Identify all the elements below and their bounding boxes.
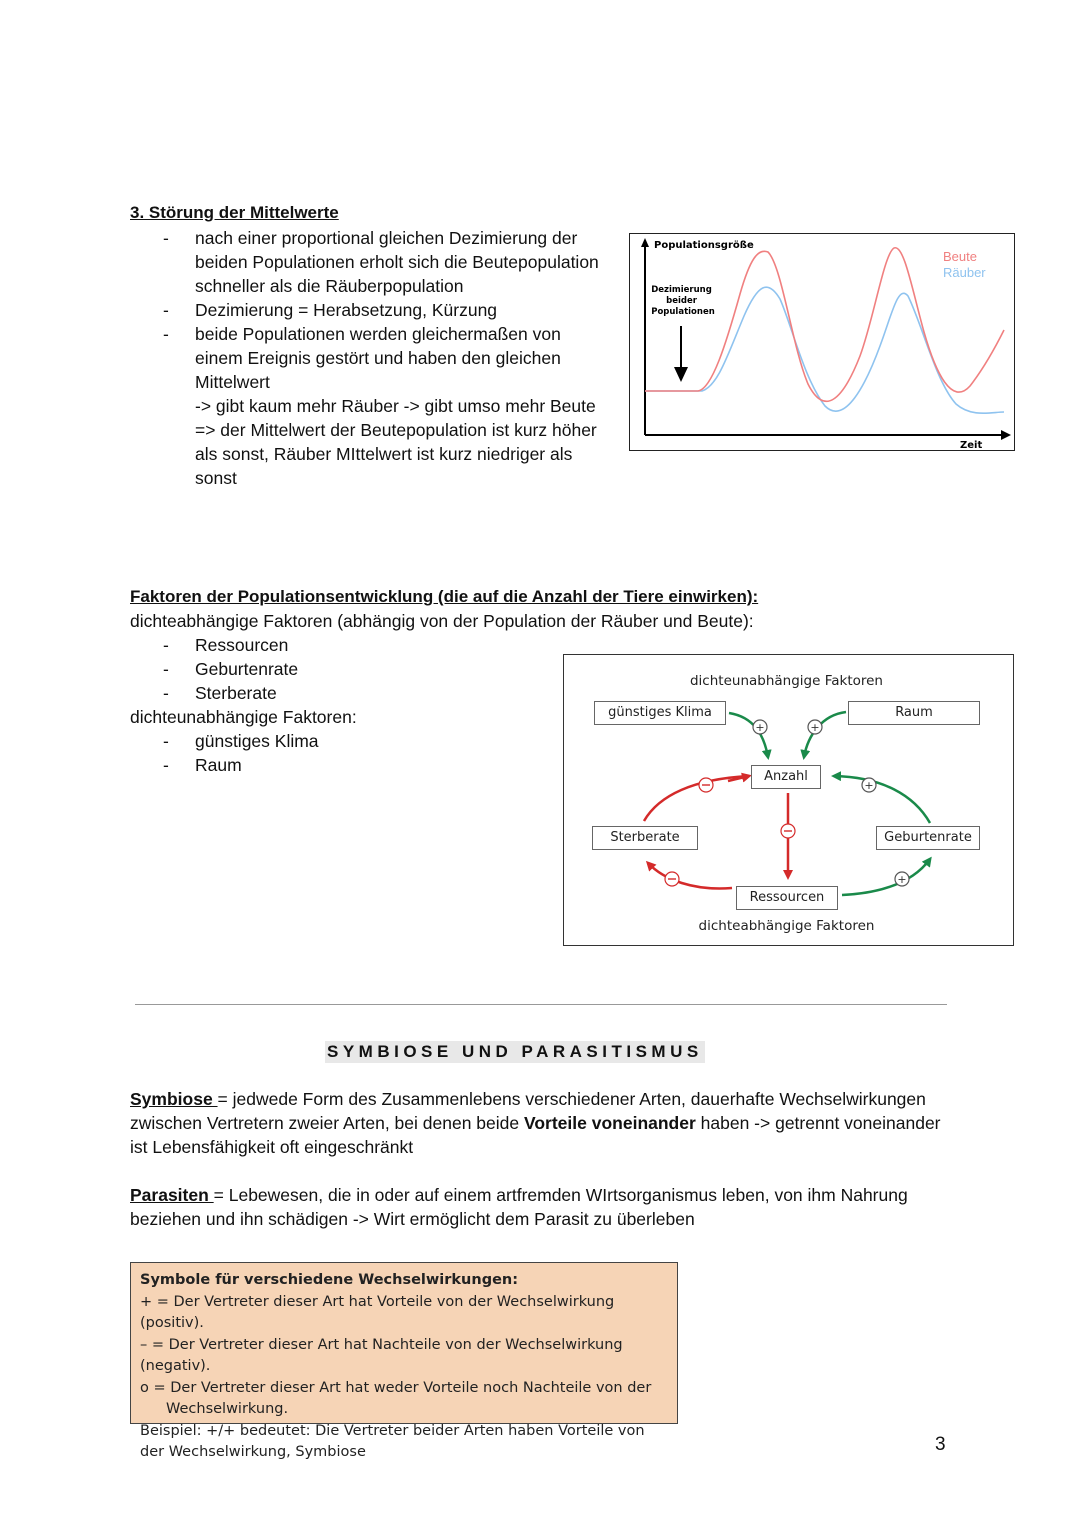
symbol-legend-box <box>130 1262 678 1460</box>
independent-intro: dichteunabhängige Faktoren: <box>130 707 357 727</box>
list-item: - Dezimierung = Herabsetzung, Kürzung <box>130 298 600 322</box>
y-axis-label: Populationsgröße <box>654 240 754 251</box>
symbiose-text: = jedwede Form des Zusammenlebens verschiedener Arten, dauerhafte Wechselwirkungen zwischen Vertretern zweier Arten, bei denen beide <box>130 1089 926 1133</box>
symbol-example: Beispiel: +/+ bedeutet: Die Vertreter beider Arten haben Vorteile von der Wechselwirkung, Symbiose <box>140 1422 645 1460</box>
diagram-top-label: dichteunabhängige Faktoren <box>689 673 883 689</box>
parasiten-text: = Lebewesen, die in oder auf einem artfremden WIrtsorganismus leben, von ihm Nahrung beziehen und ihn schädigen -> Wirt ermöglicht dem Parasit zu überleben <box>130 1185 908 1229</box>
symbol-line-plus: + = Der Vertreter dieser Art hat Vorteile von der Wechselwirkung (positiv). <box>140 1293 615 1331</box>
plus-sign: + <box>755 721 765 734</box>
divider <box>135 1004 947 1005</box>
factors-heading: Faktoren der Populationsentwicklung (die auf die Anzahl der Tiere einwirken): <box>130 587 759 606</box>
list-item: - nach einer proportional gleichen Dezimierung der beiden Populationen erholt sich die Beutepopulation schneller als die Räuberpopulation <box>130 226 600 298</box>
symbol-box-title: Symbole für verschiedene Wechselwirkungen: <box>140 1272 519 1288</box>
legend-raeuber: Räuber <box>943 265 986 280</box>
list-item: - beide Populationen werden gleichermaßen von einem Ereignis gestört und haben den gleichen Mittelwert <box>130 322 600 394</box>
list-item: - günstiges Klima <box>130 729 319 753</box>
section-title: SYMBIOSE UND PARASITISMUS <box>327 1042 703 1061</box>
list-item: - Sterberate <box>130 681 298 705</box>
list-item: - Ressourcen <box>130 633 298 657</box>
legend-beute: Beute <box>943 249 977 264</box>
symbiose-text-end: haben -> getrennt voneinander ist Lebensfähigkeit oft eingeschränkt <box>130 1113 941 1157</box>
section-heading: 3. Störung der Mittelwerte <box>130 203 339 222</box>
diagram-bottom-label: dichteabhängige Faktoren <box>698 918 875 934</box>
dependent-list <box>130 633 298 705</box>
symbiose-definition <box>130 1087 960 1159</box>
box-count: Anzahl <box>751 765 821 789</box>
box-space: Raum <box>848 701 980 725</box>
plus-sign: + <box>864 779 874 792</box>
annotation-line-1: Dezimierung <box>651 285 712 295</box>
independent-list <box>130 729 319 777</box>
arrow-resources-death <box>648 863 732 888</box>
parasiten-term: Parasiten <box>130 1185 214 1205</box>
arrow-climate-count <box>729 713 768 757</box>
y-axis-arrow <box>641 238 649 247</box>
box-birth-rate: Geburtenrate <box>876 826 980 850</box>
list-item: - Raum <box>130 753 319 777</box>
arrow-birth-count <box>834 776 930 823</box>
symbol-line-minus: – = Der Vertreter dieser Art hat Nachteile von der Wechselwirkung (negativ). <box>140 1336 623 1374</box>
factors-diagram <box>563 654 1014 946</box>
continuation-text: -> gibt kaum mehr Räuber -> gibt umso mehr Beute <box>195 396 596 416</box>
arrow-space-count <box>804 712 846 757</box>
box-climate: günstiges Klima <box>594 701 726 725</box>
continuation-text: => der Mittelwert der Beutepopulation ist kurz höher als sonst, Räuber MIttelwert ist kurz niedriger als sonst <box>195 420 597 488</box>
parasiten-definition <box>130 1183 950 1231</box>
annotation-line-3: Populationen <box>651 307 715 317</box>
symbiose-term: Symbiose <box>130 1089 218 1109</box>
decimation-arrow-head <box>674 367 688 382</box>
arrow-count-death <box>644 776 749 821</box>
x-axis-label: Zeit <box>960 440 983 450</box>
decimation-annotation <box>651 285 715 317</box>
section3-list <box>130 226 600 490</box>
plus-sign: + <box>810 721 820 734</box>
page-number: 3 <box>935 1434 946 1455</box>
annotation-line-2: beider <box>666 296 697 306</box>
chart-svg <box>630 234 1014 450</box>
box-resources: Ressourcen <box>736 886 838 910</box>
x-axis-arrow <box>1001 430 1011 440</box>
plus-sign: + <box>897 873 907 886</box>
arrow-resources-birth <box>842 859 930 895</box>
box-death-rate: Sterberate <box>592 826 698 850</box>
symbol-line-zero: o = Der Vertreter dieser Art hat weder Vorteile noch Nachteile von der <box>140 1379 652 1396</box>
population-chart <box>629 233 1015 451</box>
list-item: - Geburtenrate <box>130 657 298 681</box>
dependent-intro: dichteabhängige Faktoren (abhängig von der Population der Räuber und Beute): <box>130 611 754 631</box>
symbol-line-zero-cont: Wechselwirkung. <box>166 1401 289 1417</box>
symbiose-bold: Vorteile voneinander <box>523 1113 696 1133</box>
